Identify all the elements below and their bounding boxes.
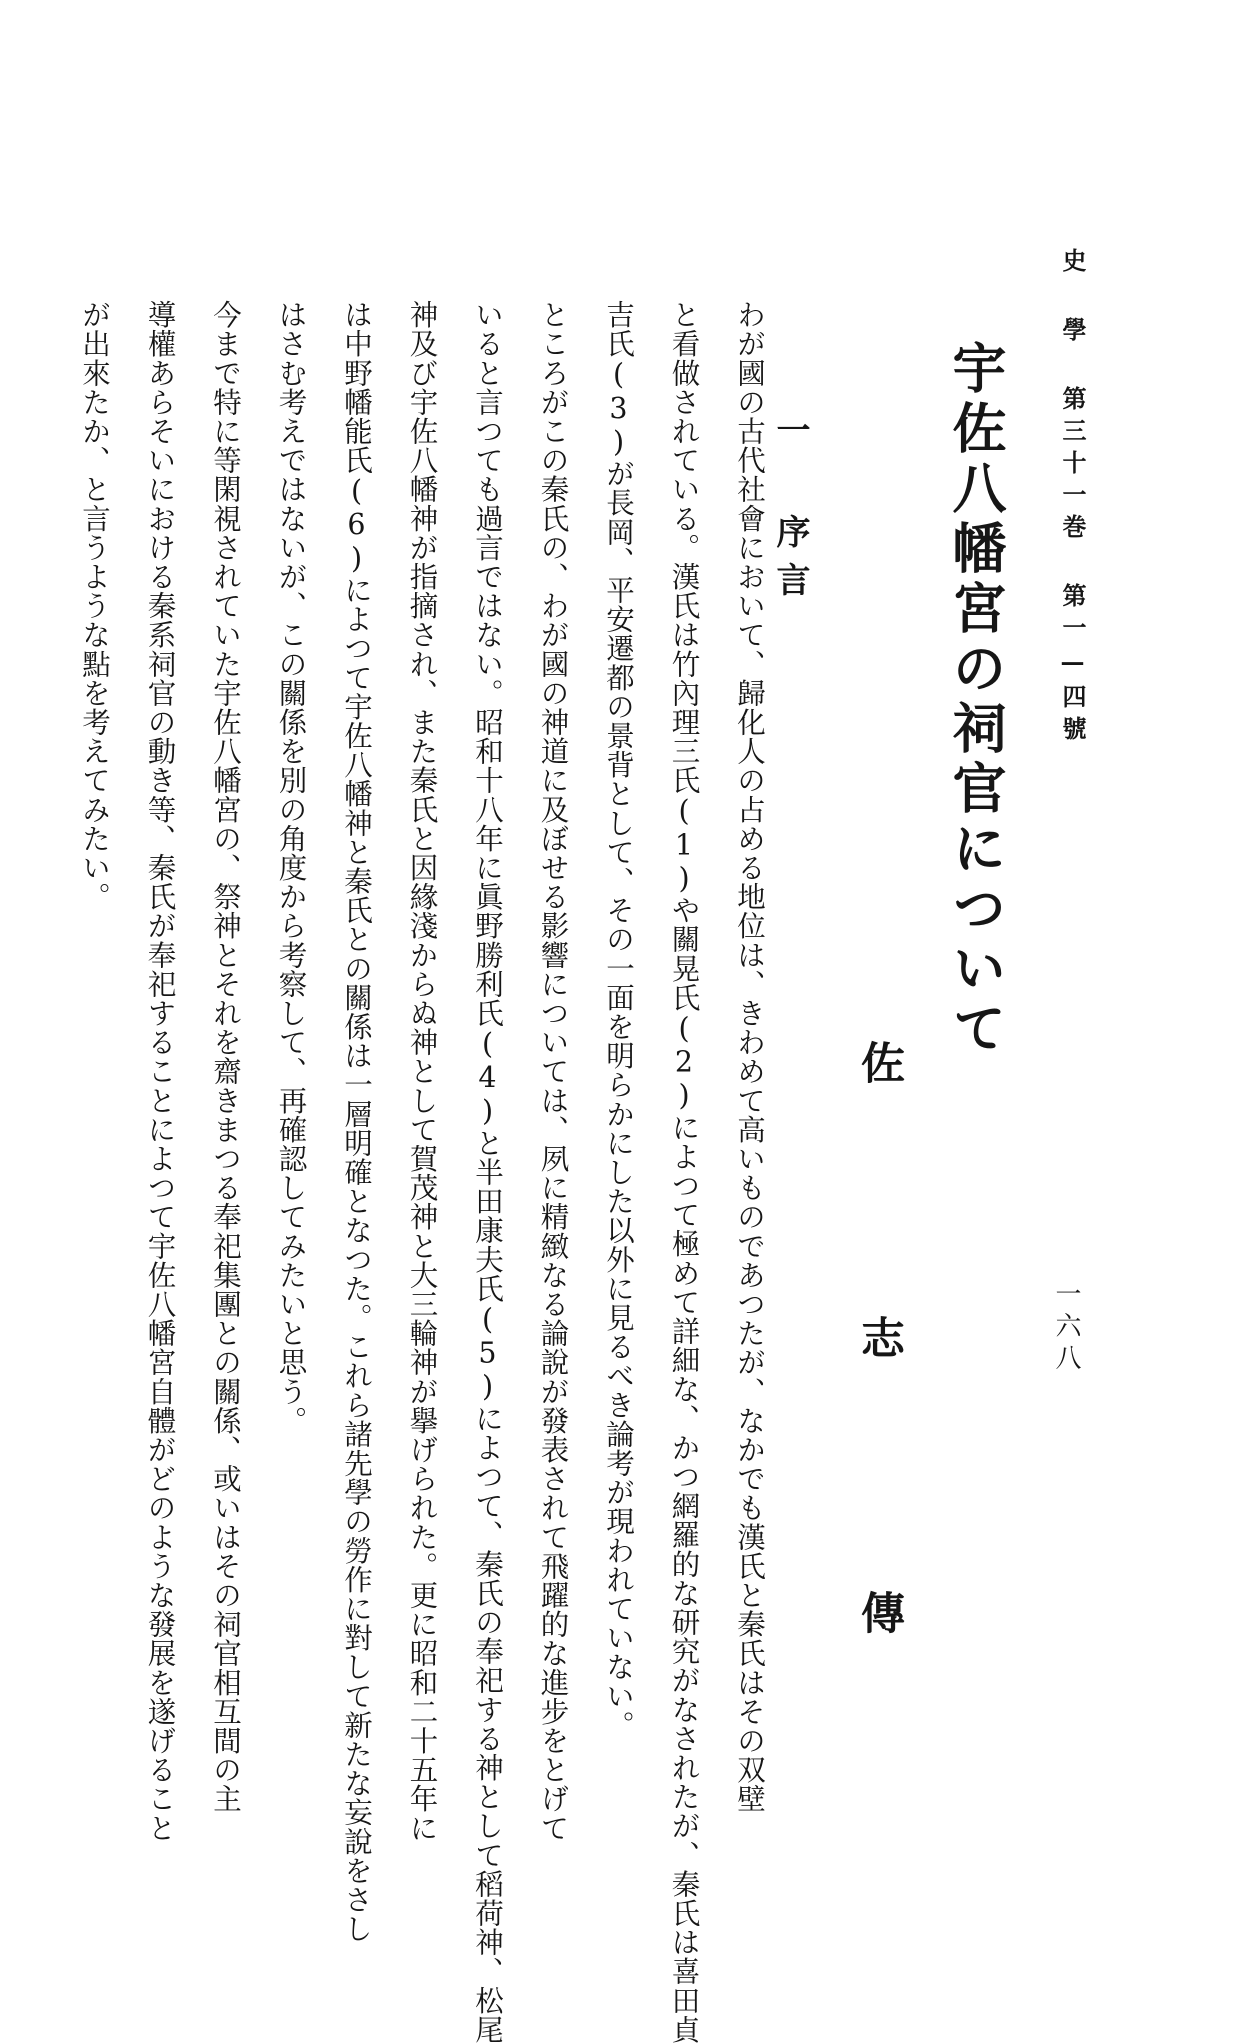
body-line: いると言つても過言ではない。昭和十八年に眞野勝利氏(4)と半田康夫氏(5)によつて、秦氏の奉祀する神として稻荷神、松尾 <box>471 300 504 2044</box>
body-line: ところがこの秦氏の、わが國の神道に及ぼせる影響については、夙に精緻なる論說が發表されて飛躍的な進步をとげて <box>536 300 570 1843</box>
body-line: 導權あらそいにおける秦系祠官の動き等、秦氏が奉祀することによつて宇佐八幡宮自體がどのような發展を遂げること <box>143 300 177 1843</box>
body-line: と看做されている。漢氏は竹內理三氏(1)や關晃氏(2)によつて極めて詳細な、かつ網羅的な研究がなされたが、秦氏は喜田貞 <box>667 300 701 2044</box>
body-line: が出來たか、と言うような點を考えてみたい。 <box>78 300 111 912</box>
body-line: わが國の古代社會において、歸化人の占める地位は、きわめて高いものであつたが、なかでも漢氏と秦氏はその双壁 <box>733 300 766 1814</box>
body-line: は中野幡能氏(6)によつて宇佐八幡神と秦氏との關係は一層明確となつた。これら諸先學の勞作に對して新たな妄說をさし <box>340 300 373 1944</box>
running-header: 史 學 第三十一巻 第一—四號 <box>1058 248 1087 748</box>
body-text <box>62 300 783 2044</box>
section-heading: 一 序言 <box>770 412 810 610</box>
paper-title: 宇佐八幡宮の祠官について <box>944 340 1008 1060</box>
page-number: 一六八 <box>1051 1280 1081 1376</box>
author-name: 佐 志 傳 <box>853 1040 904 1724</box>
body-line: 今まで特に等閑視されていた宇佐八幡宮の、祭神とそれを齋きまつる奉祀集團との關係、或いはその祠官相互間の主 <box>209 300 242 1814</box>
body-line: はさむ考えではないが、この關係を別の角度から考察して、再確認してみたいと思う。 <box>274 300 308 1435</box>
body-line: 吉氏(3)が長岡、平安遷都の景背として、その一面を明らかにした以外に見るべき論考が現われていない。 <box>602 300 635 1740</box>
body-line: 神及び宇佐八幡神が指摘され、また秦氏と因緣淺からぬ神として賀茂神と大三輪神が擧げられた。更に昭和二十五年に <box>405 300 439 1843</box>
